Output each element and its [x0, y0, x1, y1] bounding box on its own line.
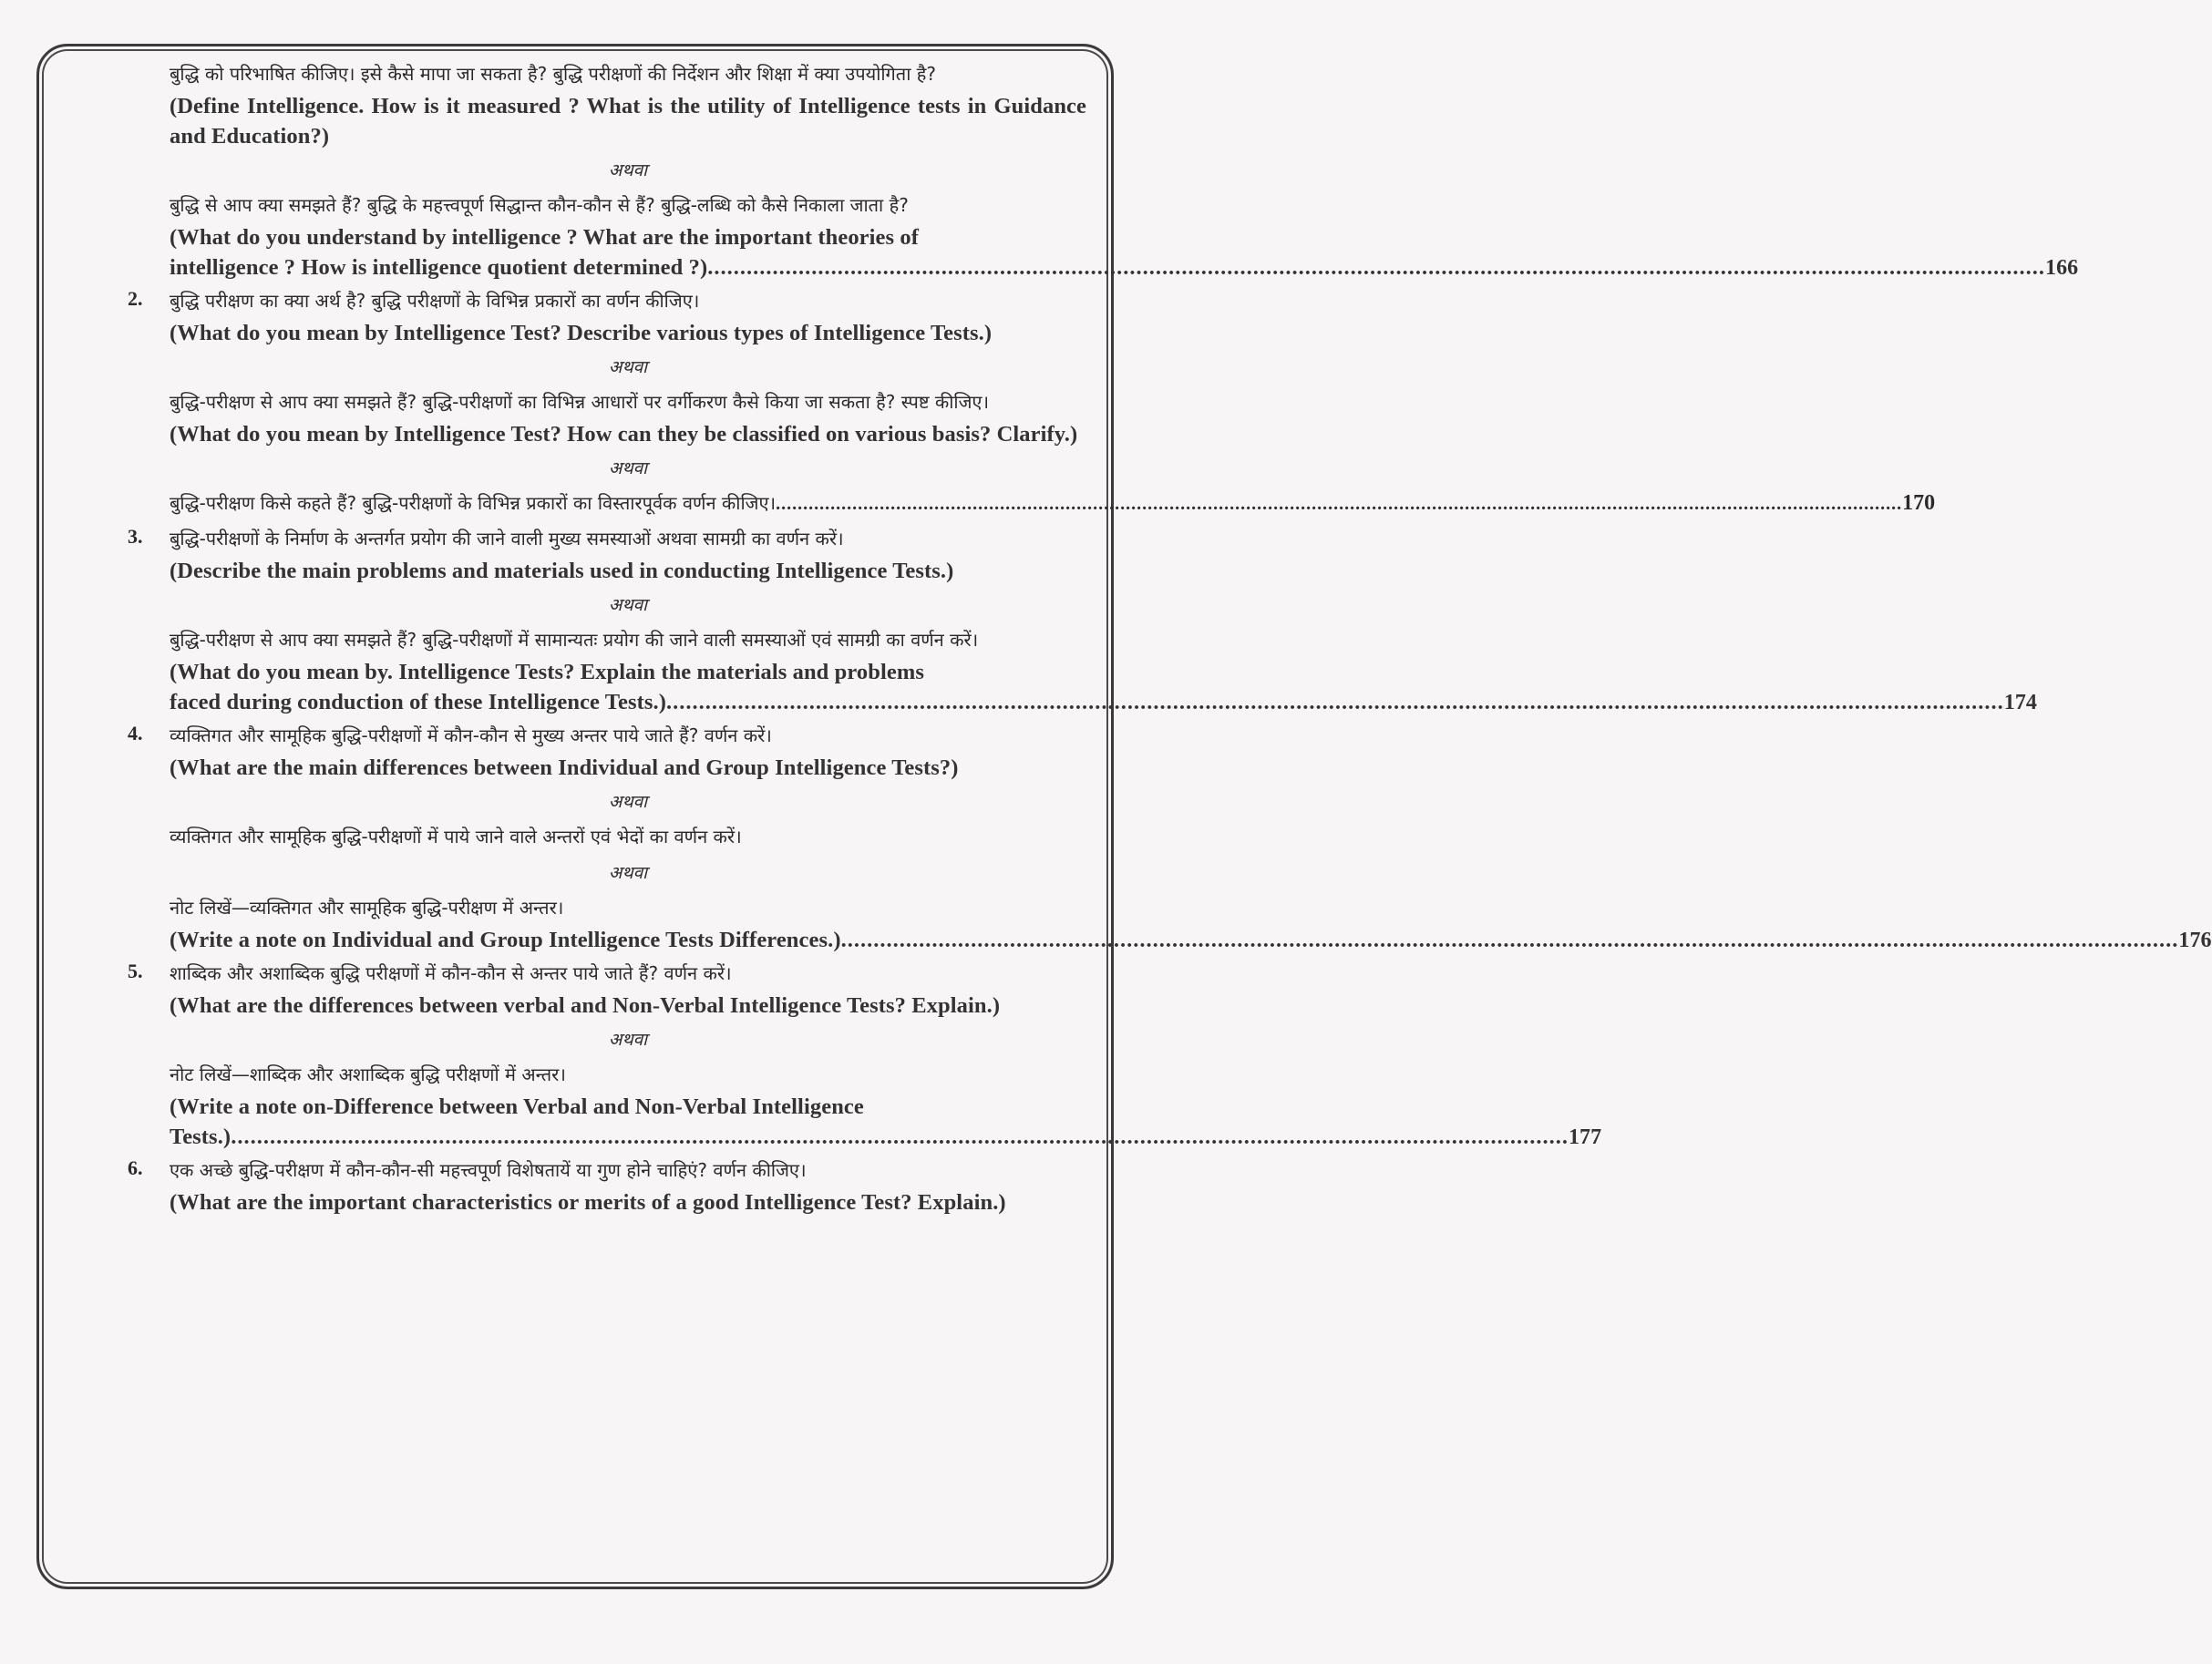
question-hindi: बुद्धि परीक्षण का क्या अर्थ है? बुद्धि परीक्षणों के विभिन्न प्रकारों का वर्णन कीजिए। — [170, 290, 700, 312]
question-list — [128, 56, 2212, 1217]
question-english: (What are the important characteristics or merits of a good Intelligence Test? Explain.) — [170, 1190, 1006, 1215]
question-hindi: नोट लिखें—शाब्दिक और अशाब्दिक बुद्धि परीक्षणों में अन्तर। — [170, 1063, 566, 1085]
question-hindi: बुद्धि-परीक्षण किसे कहते हैं? बुद्धि-परीक्षणों के विभिन्न प्रकारों का विस्तारपूर्वक वर्णन कीजिए। — [170, 492, 777, 514]
question-number: 2. — [128, 287, 143, 310]
question-number: 4. — [128, 722, 143, 745]
toc-entry[interactable] — [170, 687, 2038, 718]
question-english: (What do you mean by. Intelligence Tests? Explain the materials and problems — [170, 660, 924, 684]
question-english: (What are the differences between verbal and Non-Verbal Intelligence Tests? Explain.) — [170, 993, 1001, 1018]
question-english: (Write a note on-Difference between Verbal and Non-Verbal Intelligence — [170, 1094, 864, 1119]
question-6 — [128, 1153, 1086, 1217]
question-english: (Define Intelligence. How is it measured ? What is the utility of Intelligence tests in Guidance and Education?) — [170, 94, 1086, 149]
question-hindi: बुद्धि-परीक्षणों के निर्माण के अन्तर्गत प्रयोग की जाने वाली मुख्य समस्याओं अथवा सामग्री का वर्णन करें। — [170, 528, 844, 550]
or-separator: अथवा — [608, 1030, 648, 1050]
toc-entry[interactable] — [170, 486, 1936, 521]
question-number: 3. — [128, 525, 143, 548]
question-hindi: बुद्धि-परीक्षण से आप क्या समझते हैं? बुद्धि-परीक्षणों का विभिन्न आधारों पर वर्गीकरण कैसे किया जा सकता है? स्पष्ट कीजिए। — [170, 391, 990, 413]
toc-entry[interactable] — [170, 1122, 1602, 1153]
leader-dots: .............................................................................................................................................................................................................. — [707, 255, 2045, 280]
leader-dots: .............................................................................................................................................................................................................. — [231, 1125, 1569, 1149]
question-hindi: एक अच्छे बुद्धि-परीक्षण में कौन-कौन-सी महत्त्वपूर्ण विशेषतायें या गुण होने चाहिएं? वर्णन कीजिए। — [170, 1159, 807, 1181]
page-number: 177 — [1568, 1125, 1602, 1149]
question-english: (Describe the main problems and materials used in conducting Intelligence Tests.) — [170, 559, 954, 583]
or-separator: अथवा — [608, 863, 648, 883]
or-separator: अथवा — [608, 792, 648, 812]
question-hindi: बुद्धि को परिभाषित कीजिए। इसे कैसे मापा जा सकता है? बुद्धि परीक्षणों की निर्देशन और शिक्षा में क्या उपयोगिता है? — [170, 63, 936, 85]
question-hindi: बुद्धि से आप क्या समझते हैं? बुद्धि के महत्त्वपूर्ण सिद्धान्त कौन-कौन से हैं? बुद्धि-लब्धि को कैसे निकाला जाता है? — [170, 194, 909, 216]
page-number: 174 — [2003, 691, 2038, 714]
question-english: (What are the main differences between Individual and Group Intelligence Tests?) — [170, 755, 959, 780]
question-english: (What do you understand by intelligence ? What are the important theories of — [170, 225, 919, 250]
leader-dots: .............................................................................................................................................................................................................. — [776, 494, 1903, 514]
question-number: 5. — [128, 960, 143, 982]
or-separator: अथवा — [608, 458, 648, 478]
question-english: (What do you mean by Intelligence Test? Describe various types of Intelligence Tests.) — [170, 321, 993, 345]
page-number: 170 — [1902, 491, 1936, 515]
question-english: faced during conduction of these Intelligence Tests.) — [170, 690, 666, 714]
leader-dots: .............................................................................................................................................................................................................. — [665, 690, 2004, 714]
question-2 — [128, 283, 1936, 521]
question-hindi: शाब्दिक और अशाब्दिक बुद्धि परीक्षणों में कौन-कौन से अन्तर पाये जाते हैं? वर्णन करें। — [170, 962, 732, 984]
question-hindi: व्यक्तिगत और सामूहिक बुद्धि-परीक्षणों में पाये जाने वाले अन्तरों एवं भेदों का वर्णन करें। — [170, 826, 742, 847]
leader-dots: .............................................................................................................................................................................................................. — [840, 928, 2179, 952]
toc-entry[interactable] — [170, 252, 2079, 283]
question-3 — [128, 521, 2038, 718]
page-number: 166 — [2044, 256, 2079, 280]
question-hindi: नोट लिखें—व्यक्तिगत और सामूहिक बुद्धि-परीक्षण में अन्तर। — [170, 897, 564, 919]
question-english: (Write a note on Individual and Group Intelligence Tests Differences.) — [170, 928, 841, 952]
page-number: 176 — [2178, 929, 2212, 952]
question-english: intelligence ? How is intelligence quotient determined ?) — [170, 255, 708, 280]
or-separator: अथवा — [608, 595, 648, 615]
or-separator: अथवा — [608, 357, 648, 377]
or-separator: अथवा — [608, 160, 648, 180]
question-english: (What do you mean by Intelligence Test? How can they be classified on various basis? Clarify.) — [170, 422, 1078, 447]
question-4 — [128, 718, 2212, 956]
toc-entry[interactable] — [170, 925, 2212, 956]
question-english: Tests.) — [170, 1125, 231, 1149]
question-hindi: बुद्धि-परीक्षण से आप क्या समझते हैं? बुद्धि-परीक्षणों में सामान्यतः प्रयोग की जाने वाली समस्याओं एवं सामग्री का वर्णन करें। — [170, 629, 979, 651]
question-5 — [128, 956, 1602, 1153]
question-hindi: व्यक्तिगत और सामूहिक बुद्धि-परीक्षणों में कौन-कौन से मुख्य अन्तर पाये जाते हैं? वर्णन करें। — [170, 724, 772, 746]
question-number: 6. — [128, 1156, 143, 1179]
question-1 — [128, 56, 2079, 283]
